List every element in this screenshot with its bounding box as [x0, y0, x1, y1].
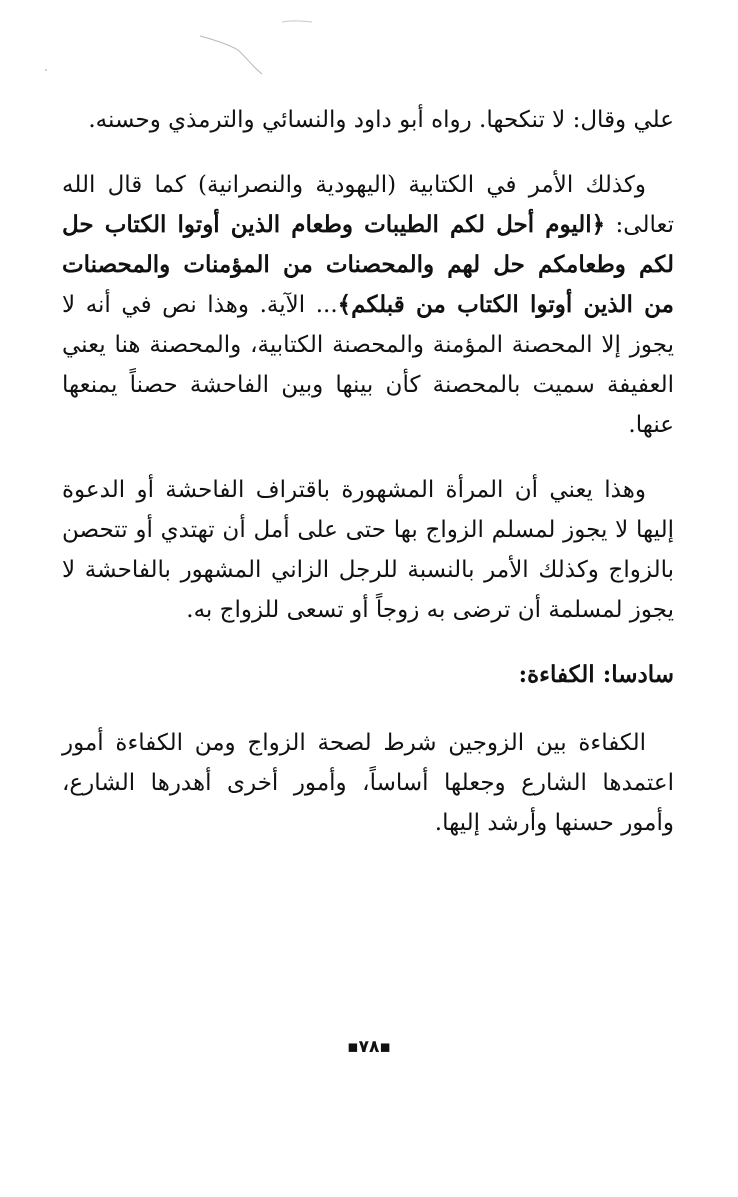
- scan-artifact-mark: [0, 0, 738, 90]
- quran-verse-quote: ﴿اليوم أحل لكم الطيبات وطعام الذين أوتوا الكتاب حل لكم وطعامكم حل لهم والمحصنات من المؤمنات والمحصنات من الذين أوتوا الكتاب من قبلكم﴾: [62, 211, 674, 318]
- paragraph-4: الكفاءة بين الزوجين شرط لصحة الزواج ومن الكفاءة أمور اعتمدها الشارع وجعلها أساساً، وأمور أخرى أهدرها الشارع، وأمور حسنها وأرشد إليها.: [62, 730, 674, 836]
- section-heading: سادسا: الكفاءة:: [518, 661, 674, 688]
- page-number: ▪٧٨▪: [347, 1037, 391, 1057]
- document-body: [62, 100, 674, 868]
- paragraph-3: وهذا يعني أن المرأة المشهورة باقتراف الفاحشة أو الدعوة إليها لا يجوز لمسلم الزواج بها حتى على أمل أن تهتدي أو تتحصن بالزواج وكذلك الأمر بالنسبة للرجل الزاني المشهور بالفاحشة لا يجوز لمسلمة أن ترضى به زوجاً أو تسعى للزواج به.: [62, 477, 674, 623]
- paragraph-1: علي وقال: لا تنكحها. رواه أبو داود والنسائي والترمذي وحسنه.: [88, 107, 674, 133]
- paragraph-2-intro: وكذلك الأمر في الكتابية (اليهودية والنصرانية) كما قال الله تعالى:: [62, 172, 674, 238]
- paragraph-2: [62, 165, 674, 445]
- paragraph-2-rest: ... الآية. وهذا نص في أنه لا يجوز إلا المحصنة المؤمنة والمحصنة الكتابية، والمحصنة هنا يعني العفيفة سميت بالمحصنة كأن بينها وبين الفاحشة حصناً يمنعها عنها.: [62, 292, 674, 438]
